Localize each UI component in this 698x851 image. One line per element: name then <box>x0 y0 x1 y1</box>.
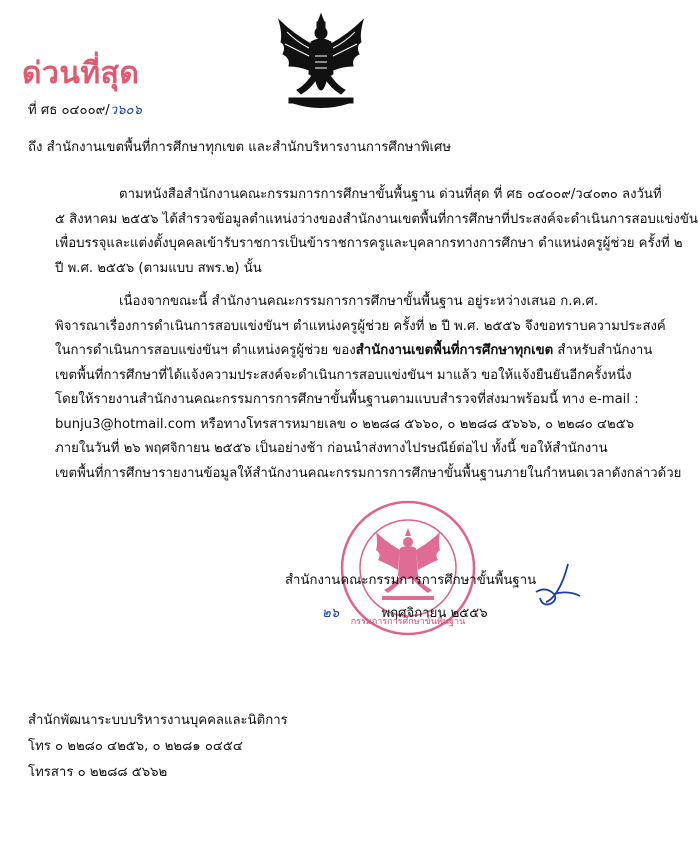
paragraph-2-bold-text: สำนักงานเขตพื้นที่การศึกษาทุกเขต <box>355 343 554 358</box>
paragraph-1-line: ตามหนังสือสำนักงานคณะกรรมการการศึกษาขั้นพื้นฐาน ด่วนที่สุด ที่ ศธ ๐๔๐๐๙/ว๔๐๓๐ ลงวันที่ <box>119 187 662 202</box>
urgent-stamp: ด่วนที่สุด <box>22 56 140 91</box>
paragraph-1-line: ปี พ.ศ. ๒๕๕๖ (ตามแบบ สพร.๒) นั้น <box>55 260 262 276</box>
footer-contact <box>28 708 288 786</box>
footer-office: สำนักพัฒนาระบบบริหารงานบุคคลและนิติการ <box>28 713 288 728</box>
paragraph-2-line: เขตพื้นที่การศึกษาที่ได้แจ้งความประสงค์จะดำเนินการสอบแข่งขันฯ มาแล้ว ขอให้แจ้งยืนยันอีกครั้งหนึ่ง <box>55 367 632 383</box>
paragraph-1 <box>55 183 698 281</box>
paragraph-2 <box>55 290 682 486</box>
paragraph-1-line: เพื่อบรรจุและแต่งตั้งบุคคลเข้ารับราชการเป็นข้าราชการครูและบุคลากรทางการศึกษา ตำแหน่งครูผู้ช่วย ครั้งที่ ๒ <box>55 236 683 251</box>
addressee: ถึง สำนักงานเขตพื้นที่การศึกษาทุกเขต และสำนักบริหารงานการศึกษาพิเศษ <box>28 140 452 155</box>
signature-date-handwritten: ๒๖ <box>322 606 340 621</box>
paragraph-2-line: ภายในวันที่ ๒๖ พฤศจิกายน ๒๕๕๖ เป็นอย่างช้า ก่อนนำส่งทางไปรษณีย์ต่อไป ทั้งนี้ ขอให้สำนักงาน <box>55 441 608 456</box>
document-number <box>28 99 142 120</box>
paragraph-1-line: ๕ สิงหาคม ๒๕๕๖ ได้สำรวจข้อมูลตำแหน่งว่างของสำนักงานเขตพื้นที่การศึกษาที่ประสงค์จะดำเนินการสอบแข่งขัน <box>55 211 698 227</box>
paragraph-2-line: bunju3@hotmail.com หรือทางโทรสารหมายเลข ๐ ๒๒๘๘ ๕๖๖๐, ๐ ๒๒๘๘ ๕๖๖๖, ๐ ๒๒๘๐ ๔๒๕๖ <box>55 416 635 432</box>
paragraph-2-line: พิจารณาเรื่องการดำเนินการสอบแข่งขันฯ ตำแหน่งครูผู้ช่วย ครั้งที่ ๒ ปี พ.ศ. ๒๕๕๖ จึงขอทราบความประสงค์ <box>55 318 666 334</box>
signature-scribble-icon <box>528 560 598 610</box>
signature-date <box>322 602 488 623</box>
paragraph-2-line: โดยให้รายงานสำนักงานคณะกรรมการการศึกษาขั้นพื้นฐานตามแบบสำรวจที่ส่งมาพร้อมนี้ ทาง e-mail : <box>55 392 639 407</box>
document-number-handwritten: ว๖๐๖ <box>109 103 142 118</box>
paragraph-2-text: ในการดำเนินการสอบแข่งขันฯ ตำแหน่งครูผู้ช่วย ของ <box>55 343 356 358</box>
footer-fax: โทรสาร ๐ ๒๒๘๘ ๕๖๖๒ <box>28 765 168 780</box>
signature-date-printed: พฤศจิกายน ๒๕๕๖ <box>381 606 488 621</box>
garuda-emblem-icon <box>275 12 367 112</box>
paragraph-2-text: สำหรับสำนักงาน <box>553 343 653 358</box>
paragraph-2-line: เขตพื้นที่การศึกษารายงานข้อมูลให้สำนักงานคณะกรรมการการศึกษาขั้นพื้นฐานภายในกำหนดเวลาดังกล่าวด้วย <box>55 465 682 481</box>
signature-organization: สำนักงานคณะกรรมการการศึกษาขั้นพื้นฐาน <box>285 573 537 588</box>
document-number-label: ที่ ศธ ๐๔๐๐๙/ <box>28 103 110 118</box>
seal-text: กรรมการการศึกษาขั้นพื้นฐาน <box>350 617 466 627</box>
paragraph-2-line <box>55 339 653 364</box>
footer-phone: โทร ๐ ๒๒๘๐ ๔๒๕๖, ๐ ๒๒๘๑ ๐๔๕๔ <box>28 739 243 754</box>
paragraph-2-line: เนื่องจากขณะนี้ สำนักงานคณะกรรมการการศึกษาขั้นพื้นฐาน อยู่ระหว่างเสนอ ก.ค.ศ. <box>119 294 599 309</box>
